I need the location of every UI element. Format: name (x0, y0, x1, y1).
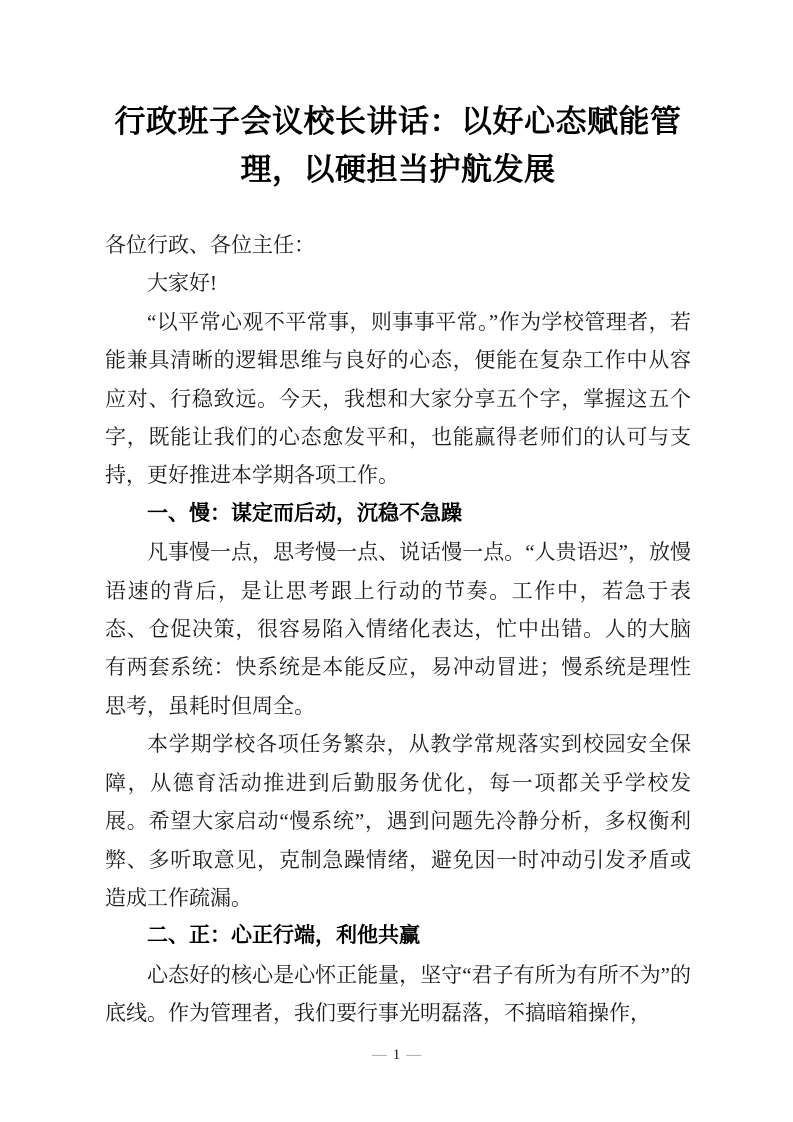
page-number: 1 (392, 1047, 401, 1063)
footer-right-dash: — (406, 1047, 422, 1063)
footer-left-dash: — (371, 1047, 387, 1063)
section-1-heading: 一、慢：谋定而后动，沉稳不急躁 (147, 501, 462, 525)
page-footer (0, 1046, 793, 1064)
document-body (105, 226, 691, 1033)
salutation-line: 各位行政、各位主任： (105, 233, 315, 257)
section-1-paragraph-1: 凡事慢一点，思考慢一点、说话慢一点。“人贵语迟”，放慢语速的背后，是让思考跟上行动的节奏。工作中，若急于表态、仓促决策，很容易陷入情绪化表达，忙中出错。人的大脑有两套系统：快系统是本能反应，易冲动冒进；慢系统是理性思考，虽耗时但周全。 (105, 540, 691, 718)
greeting-paragraph: 大家好! (147, 271, 217, 296)
intro-paragraph: “以平常心观不平常事，则事事平常。”作为学校管理者，若能兼具清晰的逻辑思维与良好的心态，便能在复杂工作中从容应对、行稳致远。今天，我想和大家分享五个字，掌握这五个字，既能让我们的心态愈发平和，也能赢得老师们的认可与支持，更好推进本学期各项工作。 (105, 309, 691, 488)
section-2-paragraph-1: 心态好的核心是心怀正能量，坚守“君子有所为有所不为”的底线。作为管理者，我们要行事光明磊落，不搞暗箱操作， (105, 962, 691, 1026)
document-content (105, 98, 691, 1033)
section-2-heading: 二、正：心正行端，利他共赢 (147, 924, 420, 948)
page-title: 行政班子会议校长讲话：以好心态赋能管理，以硬担当护航发展 (114, 104, 682, 187)
section-1-paragraph-2: 本学期学校各项任务繁杂，从教学常规落实到校园安全保障，从德育活动推进到后勤服务优化，每一项都关乎学校发展。希望大家启动“慢系统”，遇到问题先冷静分析，多权衡利弊、多听取意见，克制急躁情绪，避免因一时冲动引发矛盾或造成工作疏漏。 (105, 732, 691, 910)
